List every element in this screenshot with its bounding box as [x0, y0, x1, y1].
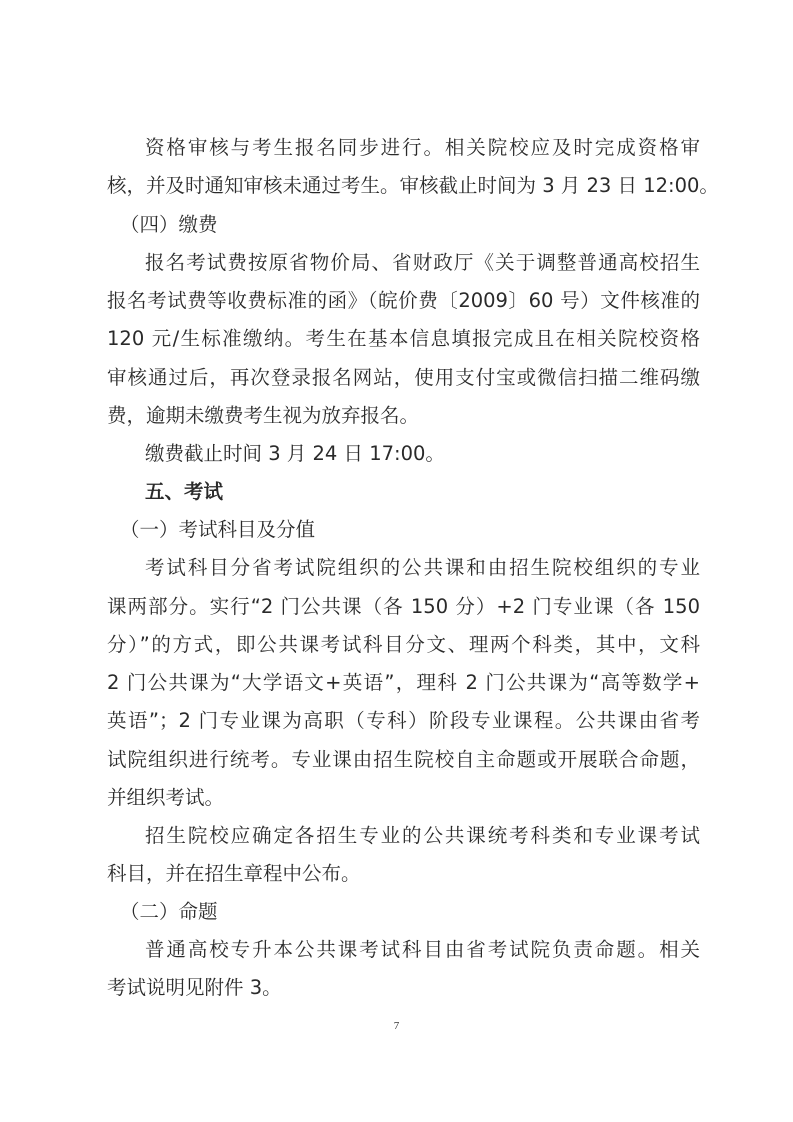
paragraph-line: 120 元/生标准缴纳。考生在基本信息填报完成且在相关院校资格	[107, 327, 700, 350]
paragraph-line: 2 门公共课为“大学语文+英语”，理科 2 门公共课为“高等数学+	[107, 671, 700, 694]
paragraph-line: 费，逾期未缴费考生视为放弃报名。	[107, 404, 420, 427]
section-heading: （四）缴费	[120, 213, 218, 236]
chapter-heading: 五、考试	[145, 480, 224, 503]
section-heading: （二）命题	[120, 900, 218, 923]
paragraph-line: 科目，并在招生章程中公布。	[107, 862, 361, 885]
paragraph-line: 课两部分。实行“2 门公共课（各 150 分）+2 门专业课（各 150	[107, 595, 700, 618]
paragraph-line: 考试说明见附件 3。	[107, 976, 282, 999]
paragraph-line: 考试科目分省考试院组织的公共课和由招生院校组织的专业	[145, 556, 700, 579]
section-heading: （一）考试科目及分值	[120, 518, 316, 541]
paragraph-line: 并组织考试。	[107, 786, 225, 809]
paragraph-line: 招生院校应确定各招生专业的公共课统考科类和专业课考试	[145, 824, 700, 847]
page-number: 7	[393, 1020, 400, 1032]
paragraph-line: 报名考试费按原省物价局、省财政厅《关于调整普通高校招生	[145, 251, 700, 274]
paragraph-line: 普通高校专升本公共课考试科目由省考试院负责命题。相关	[145, 938, 700, 961]
paragraph-line: 资格审核与考生报名同步进行。相关院校应及时完成资格审	[145, 136, 700, 159]
paragraph-line: 报名考试费等收费标准的函》（皖价费〔2009〕60 号）文件核准的	[107, 289, 700, 312]
paragraph-line: 审核通过后，再次登录报名网站，使用支付宝或微信扫描二维码缴	[107, 366, 700, 389]
paragraph-line: 缴费截止时间 3 月 24 日 17:00。	[145, 442, 445, 465]
paragraph-line: 英语”；2 门专业课为高职（专科）阶段专业课程。公共课由省考	[107, 709, 700, 732]
paragraph-line: 试院组织进行统考。专业课由招生院校自主命题或开展联合命题，	[107, 748, 700, 771]
paragraph-line: 核，并及时通知审核未通过考生。审核截止时间为 3 月 23 日 12:00。	[107, 174, 719, 197]
paragraph-line: 分）”的方式，即公共课考试科目分文、理两个科类，其中，文科	[107, 633, 700, 656]
